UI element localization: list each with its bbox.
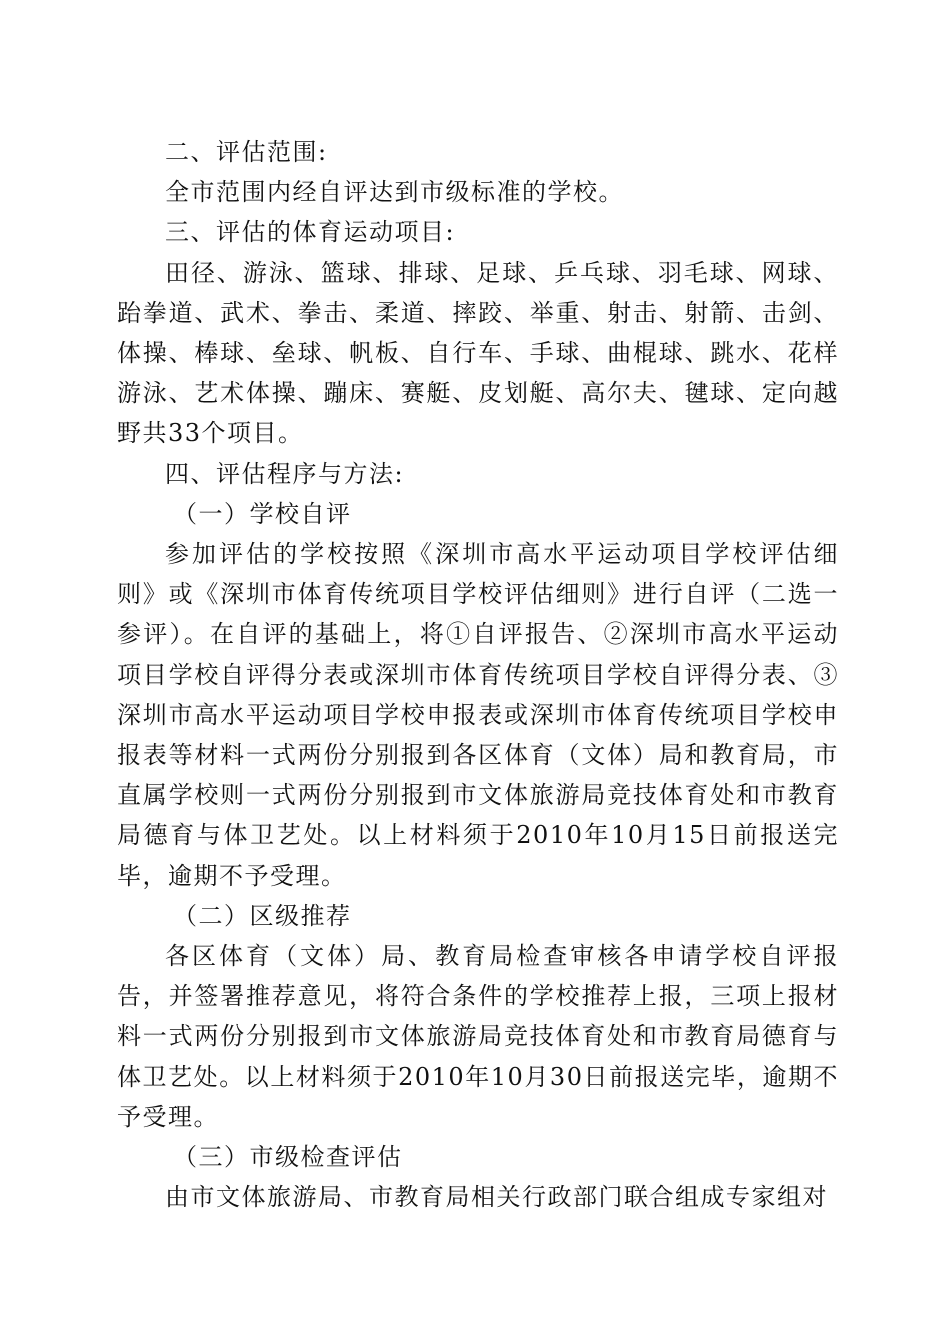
paragraph-sports-list: 田径、游泳、篮球、排球、足球、乒乓球、羽毛球、网球、跆拳道、武术、拳击、柔道、摔跤、举重、射击、射箭、击剑、体操、棒球、垒球、帆板、自行车、手球、曲棍球、跳水、花样游泳、艺术体操、蹦床、赛艇、皮划艇、高尔夫、毽球、定向越野共33个项目。 — [117, 258, 839, 448]
document-body — [117, 132, 839, 1217]
subheading-self-evaluation: （一）学校自评 — [173, 499, 352, 528]
section-heading-procedure: 四、评估程序与方法: — [165, 459, 405, 488]
paragraph-city-evaluation: 由市文体旅游局、市教育局相关行政部门联合组成专家组对 — [165, 1183, 828, 1212]
section-heading-scope: 二、评估范围: — [165, 138, 328, 166]
paragraph-district-recommendation: 各区体育（文体）局、教育局检查审核各申请学校自评报告，并签署推荐意见，将符合条件的学校推荐上报，三项上报材料一式两份分别报到市文体旅游局竞技体育处和市教育局德育与体卫艺处。以上材料须于2010年10月30日前报送完毕，逾期不予受理。 — [117, 942, 839, 1131]
section-heading-sports: 三、评估的体育运动项目: — [165, 218, 456, 247]
paragraph-self-evaluation: 参加评估的学校按照《深圳市高水平运动项目学校评估细则》或《深圳市体育传统项目学校评估细则》进行自评（二选一参评）。在自评的基础上，将①自评报告、②深圳市高水平运动项目学校自评得分表或深圳市体育传统项目学校自评得分表、③深圳市高水平运动项目学校申报表或深圳市体育传统项目学校申报表等材料一式两份分别报到各区体育（文体）局和教育局，市直属学校则一式两份分别报到市文体旅游局竞技体育处和市教育局德育与体卫艺处。以上材料须于2010年10月15日前报送完毕，逾期不予受理。 — [117, 540, 839, 890]
subheading-district-recommendation: （二）区级推荐 — [173, 901, 352, 930]
subheading-city-evaluation: （三）市级检查评估 — [173, 1143, 403, 1172]
paragraph-scope: 全市范围内经自评达到市级标准的学校。 — [165, 178, 624, 207]
